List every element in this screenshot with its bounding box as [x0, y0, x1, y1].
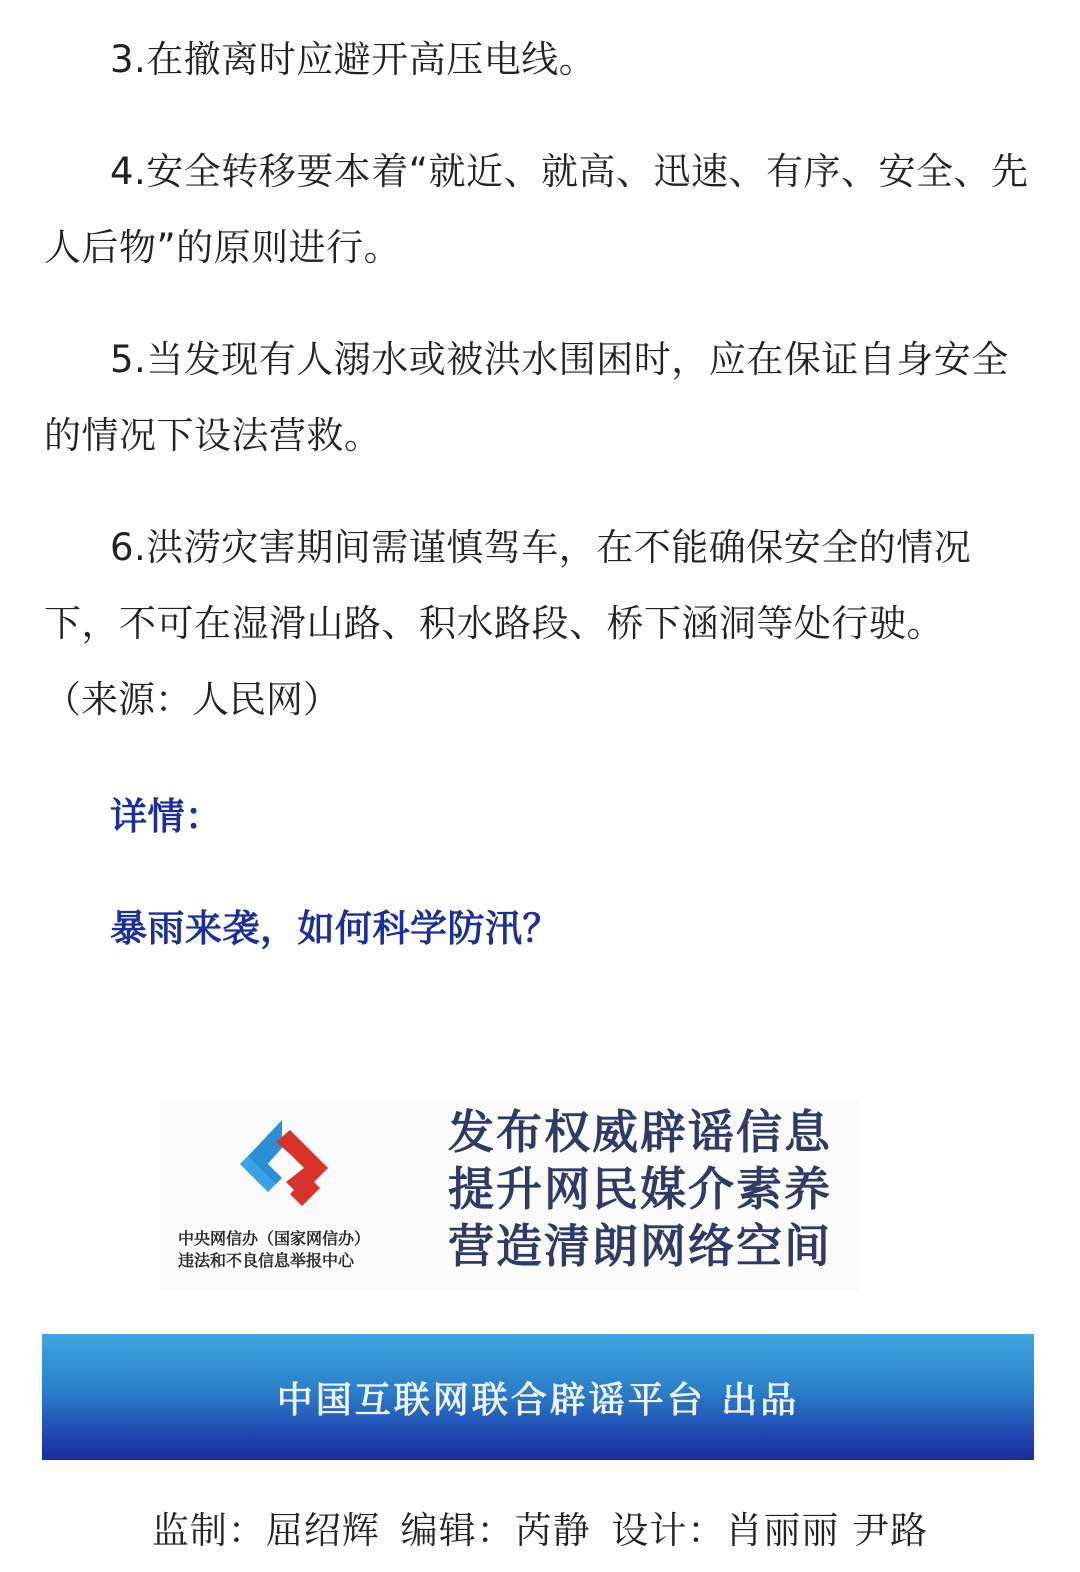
credit-editor: 编辑：芮静: [400, 1509, 591, 1552]
details-article-link[interactable]: 暴雨来袭，如何科学防汛？: [110, 907, 560, 950]
paragraph-6: 6.洪涝灾害期间需谨慎驾车，在不能确保安全的情况下，不可在湿滑山路、积水路段、桥下涵洞等处行驶。: [44, 526, 972, 645]
credit-supervisor: 监制：屈绍辉: [151, 1509, 380, 1552]
credit-designer: 设计：肖丽丽 尹路: [611, 1509, 929, 1552]
slogan-3: 营造清朗网络空间: [448, 1219, 832, 1273]
logo-caption-line1: 中央网信办（国家网信办）: [178, 1229, 371, 1248]
details-label: 详情：: [110, 795, 223, 838]
rumor-platform-banner: [160, 1100, 860, 1290]
producer-bar: [42, 1334, 1034, 1460]
slogan-1: 发布权威辟谣信息: [448, 1105, 832, 1159]
source-note: （来源：人民网）: [44, 678, 340, 721]
slogan-2: 提升网民媒介素养: [448, 1162, 832, 1216]
paragraph-4: 4.安全转移要本着“就近、就高、迅速、有序、安全、先人后物”的原则进行。: [44, 150, 1029, 269]
paragraph-3: 3.在撤离时应避开高压电线。: [110, 38, 597, 81]
credits-line: [0, 1500, 1080, 1554]
paragraph-5: 5.当发现有人溺水或被洪水围困时，应在保证自身安全的情况下设法营救。: [44, 338, 1009, 457]
report-center-logo-icon: [220, 1112, 350, 1212]
producer-text: 中国互联网联合辟谣平台 出品: [276, 1378, 800, 1421]
slogan-list: [448, 1104, 832, 1275]
logo-caption: [178, 1228, 408, 1272]
article-body: [44, 22, 1034, 738]
logo-caption-line2: 违法和不良信息举报中心: [178, 1251, 355, 1270]
